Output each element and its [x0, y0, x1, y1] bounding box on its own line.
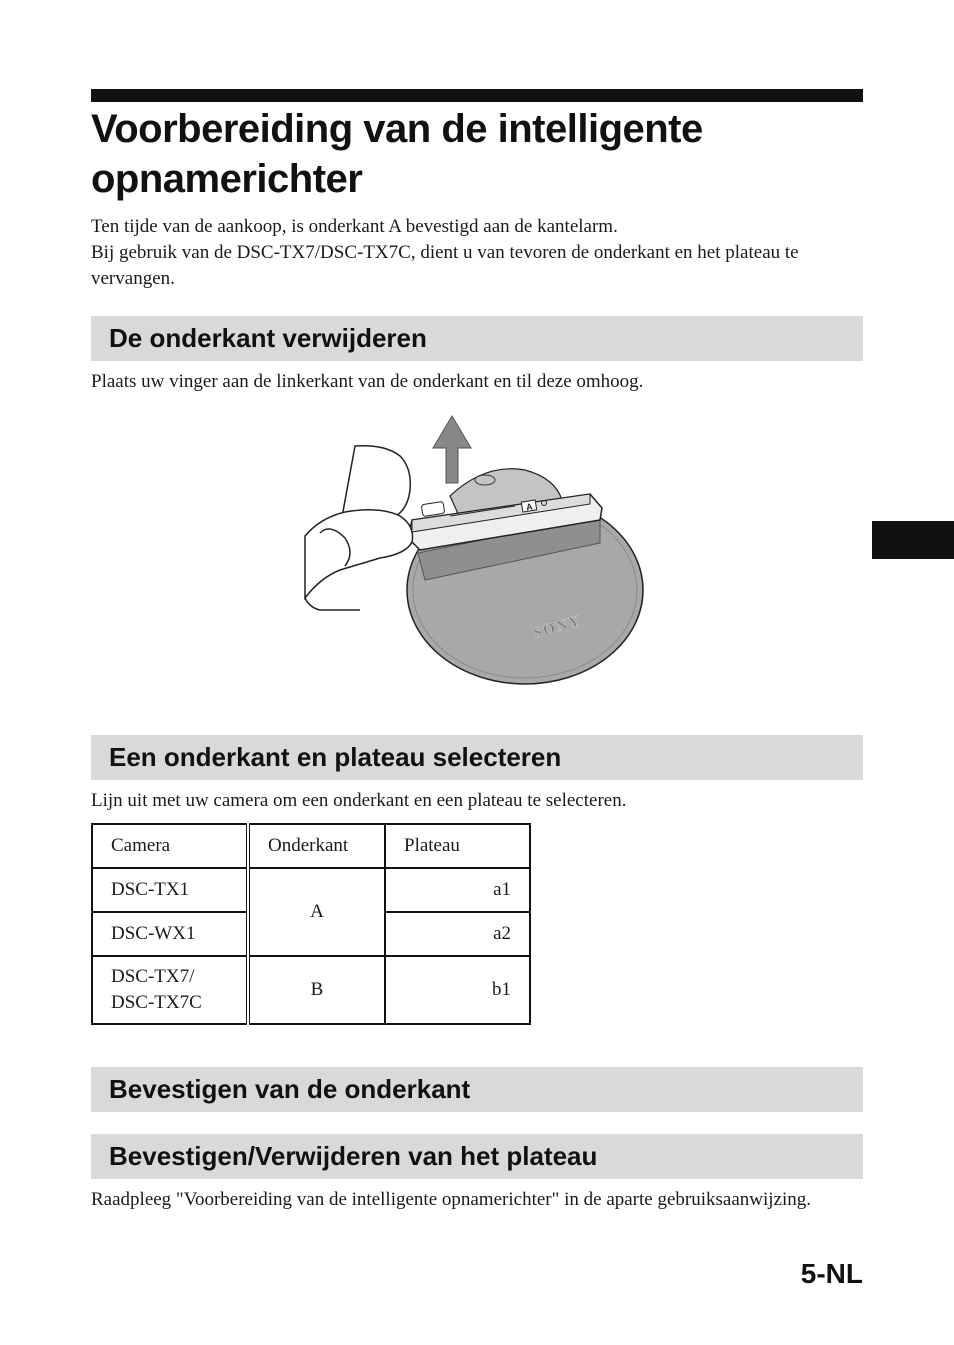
table-row: [92, 868, 530, 912]
section-text-plateau: Raadpleeg "Voorbereiding van de intelligente opnamerichter" in de aparte gebruiksaanwijzing.: [91, 1189, 812, 1210]
onderkant-cell: A: [248, 868, 385, 956]
base-label-a: A: [525, 501, 534, 513]
title-rule: [91, 89, 863, 102]
camera-cell: DSC-TX7/ DSC-TX7C: [92, 956, 248, 1024]
onderkant-cell: B: [248, 956, 385, 1024]
section-heading-select: Een onderkant en plateau selecteren: [91, 735, 863, 780]
hand-illustration: [305, 446, 413, 610]
plateau-cell: a1: [385, 868, 530, 912]
header-plateau: Plateau: [385, 824, 530, 868]
camera-cell: DSC-TX1: [92, 868, 248, 912]
plateau-cell: a2: [385, 912, 530, 956]
section-text-select: Lijn uit met uw camera om een onderkant en een plateau te selecteren.: [91, 790, 627, 811]
base-removal-illustration: [300, 408, 660, 698]
section-heading-attach: Bevestigen van de onderkant: [91, 1067, 863, 1112]
page-title: Voorbereiding van de intelligente opnamerichter: [91, 107, 703, 201]
table-header-row: [92, 824, 530, 868]
section-text-remove: Plaats uw vinger aan de linkerkant van de onderkant en til deze omhoog.: [91, 371, 644, 392]
sony-logo: SONY: [531, 612, 584, 642]
section-heading-remove: De onderkant verwijderen: [91, 316, 863, 361]
intro-line: Bij gebruik van de DSC-TX7/DSC-TX7C, dient u van tevoren de onderkant en het plateau te vervangen.: [91, 242, 799, 289]
plateau-cell: b1: [385, 956, 530, 1024]
lift-arrow-icon: [433, 416, 471, 483]
camera-cell: DSC-WX1: [92, 912, 248, 956]
header-camera: Camera: [92, 824, 248, 868]
page-number: 5-NL: [800, 1258, 863, 1289]
intro-text: [91, 214, 863, 292]
header-onderkant: Onderkant: [248, 824, 385, 868]
base-plateau-table: [91, 823, 531, 1025]
language-tab-marker: [872, 521, 954, 559]
table-row: [92, 956, 530, 1024]
intro-line: Ten tijde van de aankoop, is onderkant A bevestigd aan de kantelarm.: [91, 216, 618, 237]
section-heading-plateau: Bevestigen/Verwijderen van het plateau: [91, 1134, 863, 1179]
